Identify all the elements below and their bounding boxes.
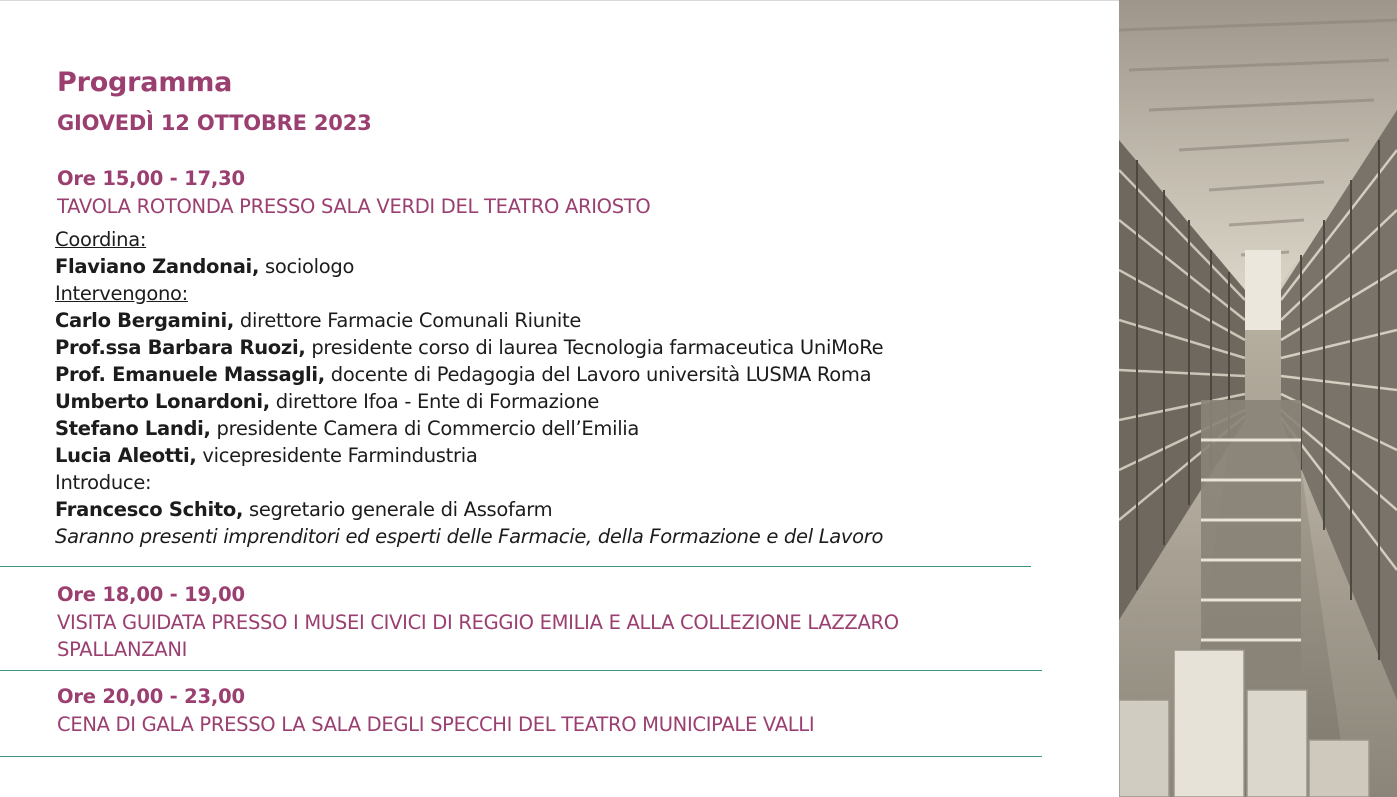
- speaker-name: Carlo Bergamini,: [55, 309, 234, 332]
- speaker-name: Lucia Aleotti,: [55, 444, 197, 467]
- coordinator-role: sociologo: [259, 255, 355, 278]
- section-divider: [0, 756, 1042, 757]
- session-2-description: VISITA GUIDATA PRESSO I MUSEI CIVICI DI REGGIO EMILIA E ALLA COLLEZIONE LAZZARO SPALLANZANI: [57, 611, 899, 661]
- speaker-name: Prof. Emanuele Massagli,: [55, 363, 325, 386]
- coordinator-line: [55, 253, 354, 280]
- session-2-time: Ore 18,00 - 19,00: [57, 583, 245, 606]
- speaker-line: [55, 334, 883, 361]
- coordinator-name: Flaviano Zandonai,: [55, 255, 260, 278]
- speaker-role: presidente Camera di Commercio dell’Emilia: [210, 417, 640, 440]
- session-1-note: Saranno presenti imprenditori ed esperti delle Farmacie, della Formazione e del Lavoro: [55, 525, 884, 548]
- section-divider: [0, 566, 1031, 567]
- event-date: GIOVEDÌ 12 OTTOBRE 2023: [57, 111, 372, 135]
- coordina-label: Coordina:: [55, 228, 147, 251]
- speaker-role: direttore Farmacie Comunali Riunite: [233, 309, 582, 332]
- speaker-role: docente di Pedagogia del Lavoro università LUSMA Roma: [324, 363, 872, 386]
- speaker-line: [55, 388, 599, 415]
- speaker-line: [55, 361, 871, 388]
- speaker-role: vicepresidente Farmindustria: [196, 444, 478, 467]
- speaker-line: [55, 415, 639, 442]
- speaker-line: [55, 442, 477, 469]
- introducer-role: segretario generale di Assofarm: [243, 498, 553, 521]
- session-3-description: CENA DI GALA PRESSO LA SALA DEGLI SPECCHI DEL TEATRO MUNICIPALE VALLI: [57, 713, 815, 736]
- speaker-role: presidente corso di laurea Tecnologia farmaceutica UniMoRe: [305, 336, 884, 359]
- section-divider: [0, 670, 1042, 671]
- archive-shelves-illustration: [1119, 0, 1397, 797]
- archive-photo: [1119, 0, 1397, 797]
- introducer-line: [55, 496, 552, 523]
- introduce-label: Introduce:: [55, 471, 152, 494]
- speaker-name: Prof.ssa Barbara Ruozi,: [55, 336, 306, 359]
- speaker-name: Stefano Landi,: [55, 417, 211, 440]
- session-3-time: Ore 20,00 - 23,00: [57, 685, 245, 708]
- speaker-role: direttore Ifoa - Ente di Formazione: [269, 390, 600, 413]
- speaker-name: Umberto Lonardoni,: [55, 390, 270, 413]
- intervengono-label: Intervengono:: [55, 282, 188, 305]
- session-1-time: Ore 15,00 - 17,30: [57, 167, 245, 190]
- session-1-description: TAVOLA ROTONDA PRESSO SALA VERDI DEL TEATRO ARIOSTO: [57, 195, 651, 218]
- page-title: Programma: [57, 67, 233, 98]
- speaker-line: [55, 307, 581, 334]
- introducer-name: Francesco Schito,: [55, 498, 244, 521]
